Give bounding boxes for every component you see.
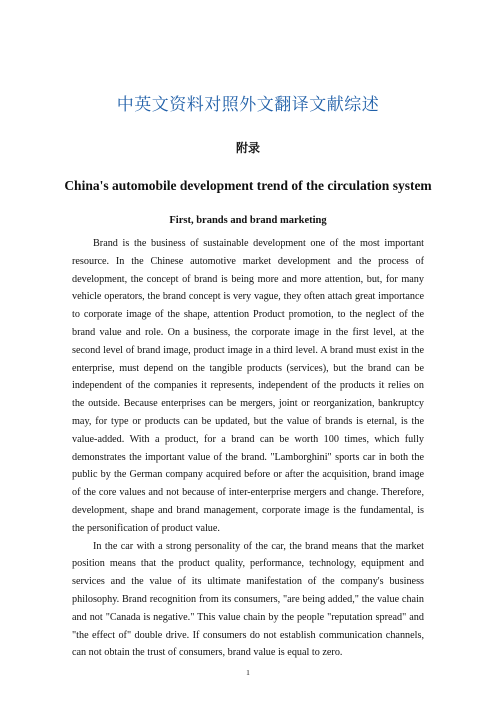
english-title: China's automobile development trend of the circulation system	[64, 178, 432, 193]
page-number: 1	[246, 668, 250, 677]
paragraph-2: In the car with a strong personality of the car, the brand means that the market position means that the product quality, performance, technology, equipment and services and the value of its ultimate manifestation of the company's business philosophy. Brand recognition from its consumers, "are being added," the value chain and not "Canada is negative." This value chain by the people "reputation spread" and "the effect of" double drive. If consumers do not establish communication channels, can not obtain the trust of consumers, brand value is equal to zero.	[72, 540, 424, 659]
chinese-title: 中英文资料对照外文翻译文献综述	[116, 95, 380, 115]
paragraph-1: Brand is the business of sustainable development one of the most important resource. In the Chinese automotive market development and the process of development, the concept of brand is being more and more attention, but, for many vehicle operators, the brand concept is very vague, they often attach great importance to corporate image of the shape, attention Product promotion, to the neglect of the brand value and role. On a business, the corporate image in the first level, at the second level of brand image, product image in a third level. A brand must exist in the enterprise, must depend on the tangible products (services), but the brand can be independent of the companies it represents, independent of the products it relies on the outside. Because enterprises can be mergers, joint or reorganization, bankruptcy may, for type or products can be updated, but the value of brands is eternal, is the value-added. With a product, for a brand can be worth 100 times, which fully demonstrates the important value of the brand. "Lamborghini" sports car in both the public by the German company acquired before or after the acquisition, brand image of the core values and not because of inter-enterprise mergers and change. Therefore, development, shape and brand management, corporate image is the fundamental, is the personification of product value.	[72, 238, 424, 534]
section-heading: First, brands and brand marketing	[169, 215, 327, 226]
appendix-heading: 附录	[235, 141, 260, 155]
body-text	[72, 235, 424, 662]
